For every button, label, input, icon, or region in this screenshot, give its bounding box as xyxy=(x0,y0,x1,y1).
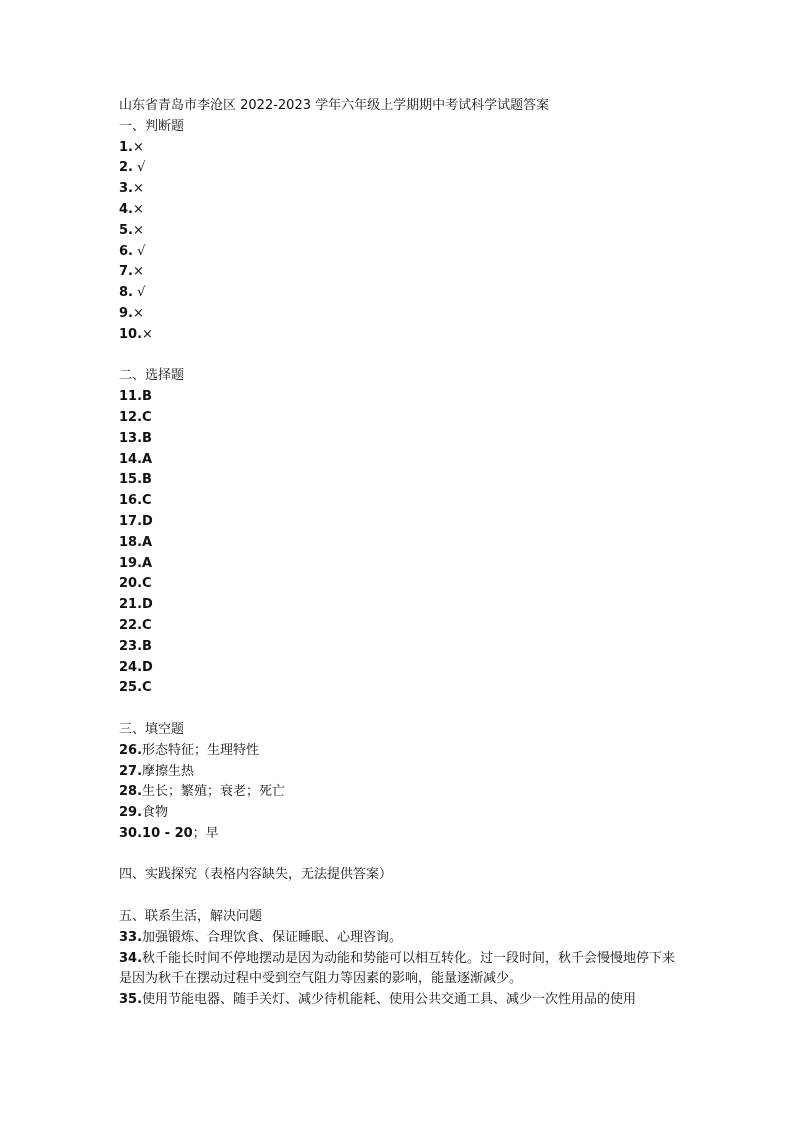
answer-text: ；早 xyxy=(192,825,219,841)
answer-item: 22.C xyxy=(119,617,152,633)
answer-text: √ xyxy=(132,160,146,176)
question-number: 30.10 - 20 xyxy=(119,825,193,841)
answer-text: × xyxy=(132,201,144,217)
question-number: 6. xyxy=(119,243,133,259)
answer-item xyxy=(119,179,679,200)
answer-item xyxy=(119,158,679,179)
answer-item xyxy=(119,221,679,242)
question-number: 7. xyxy=(119,264,133,280)
answer-text: 使用节能电器、随手关灯、减少待机能耗、使用公共交通工具、减少一次性用品的使用 xyxy=(142,992,637,1008)
question-number: 8. xyxy=(119,285,133,301)
question-number: 35. xyxy=(119,992,143,1008)
answer-item: 16.C xyxy=(119,493,152,509)
answer-text: × xyxy=(132,305,144,321)
section-heading: 四、实践探究（表格内容缺失，无法提供答案） xyxy=(119,867,393,883)
question-number: 27. xyxy=(119,763,143,779)
answer-item: 24.D xyxy=(119,659,153,675)
answer-item: 14.A xyxy=(119,451,153,467)
question-number: 34. xyxy=(119,950,143,966)
answer-item: 12.C xyxy=(119,409,152,425)
answer-text: × xyxy=(132,139,144,155)
answer-text: × xyxy=(132,181,144,197)
answer-item xyxy=(119,304,679,325)
question-number: 5. xyxy=(119,222,133,238)
answer-item: 17.D xyxy=(119,513,153,529)
answer-item xyxy=(119,824,679,845)
question-number: 33. xyxy=(119,929,143,945)
question-number: 28. xyxy=(119,784,143,800)
answer-item xyxy=(119,741,679,762)
answer-item: 11.B xyxy=(119,389,152,405)
section-heading: 一、判断题 xyxy=(119,118,185,134)
question-number: 1. xyxy=(119,139,133,155)
question-number: 3. xyxy=(119,181,133,197)
answer-item xyxy=(119,138,679,159)
section-heading: 三、填空题 xyxy=(119,721,185,737)
answer-item: 19.A xyxy=(119,555,153,571)
spacer xyxy=(119,886,679,907)
answer-item: 21.D xyxy=(119,597,153,613)
spacer xyxy=(119,346,679,367)
answer-item: 23.B xyxy=(119,638,152,654)
answer-item xyxy=(119,928,679,949)
question-number: 2. xyxy=(119,160,133,176)
answer-item: 20.C xyxy=(119,576,152,592)
answer-text: 生长；繁殖；衰老；死亡 xyxy=(142,784,286,800)
section-heading: 五、联系生活，解决问题 xyxy=(119,909,263,925)
answer-item xyxy=(119,262,679,283)
question-number: 26. xyxy=(119,742,143,758)
question-number: 29. xyxy=(119,805,143,821)
answer-text: 食物 xyxy=(142,805,169,821)
answer-item xyxy=(119,200,679,221)
question-number: 4. xyxy=(119,201,133,217)
answer-document xyxy=(119,96,679,1011)
answer-item: 15.B xyxy=(119,472,152,488)
answer-item xyxy=(119,762,679,783)
spacer xyxy=(119,699,679,720)
answer-item xyxy=(119,283,679,304)
answer-item xyxy=(119,325,679,346)
section-heading: 二、选择题 xyxy=(119,368,185,384)
answer-item xyxy=(119,949,679,991)
answer-text: √ xyxy=(132,285,146,301)
answer-item: 18.A xyxy=(119,534,153,550)
spacer xyxy=(119,845,679,866)
answer-text: 形态特征；生理特性 xyxy=(142,742,260,758)
answer-text: × xyxy=(142,326,153,342)
answer-item xyxy=(119,782,679,803)
answer-text: 摩擦生热 xyxy=(142,763,195,779)
answer-text: 秋千能长时间不停地摆动是因为动能和势能可以相互转化。过一段时间，秋千会慢慢地停下来是因为秋千在摆动过程中受到空气阻力等因素的影响，能量逐渐减少。 xyxy=(119,950,676,987)
question-number: 9. xyxy=(119,305,133,321)
document-title: 山东省青岛市李沧区 2022-2023 学年六年级上学期期中考试科学试题答案 xyxy=(119,98,550,113)
answer-text: × xyxy=(132,264,144,280)
answer-item: 25.C xyxy=(119,680,152,696)
answer-text: √ xyxy=(132,243,146,259)
answer-text: 加强锻炼、合理饮食、保证睡眠、心理咨询。 xyxy=(142,929,403,945)
question-number: 10. xyxy=(119,326,143,342)
answer-text: × xyxy=(132,222,144,238)
answer-item xyxy=(119,990,679,1011)
answer-item: 13.B xyxy=(119,430,152,446)
answer-item xyxy=(119,803,679,824)
answer-item xyxy=(119,242,679,263)
